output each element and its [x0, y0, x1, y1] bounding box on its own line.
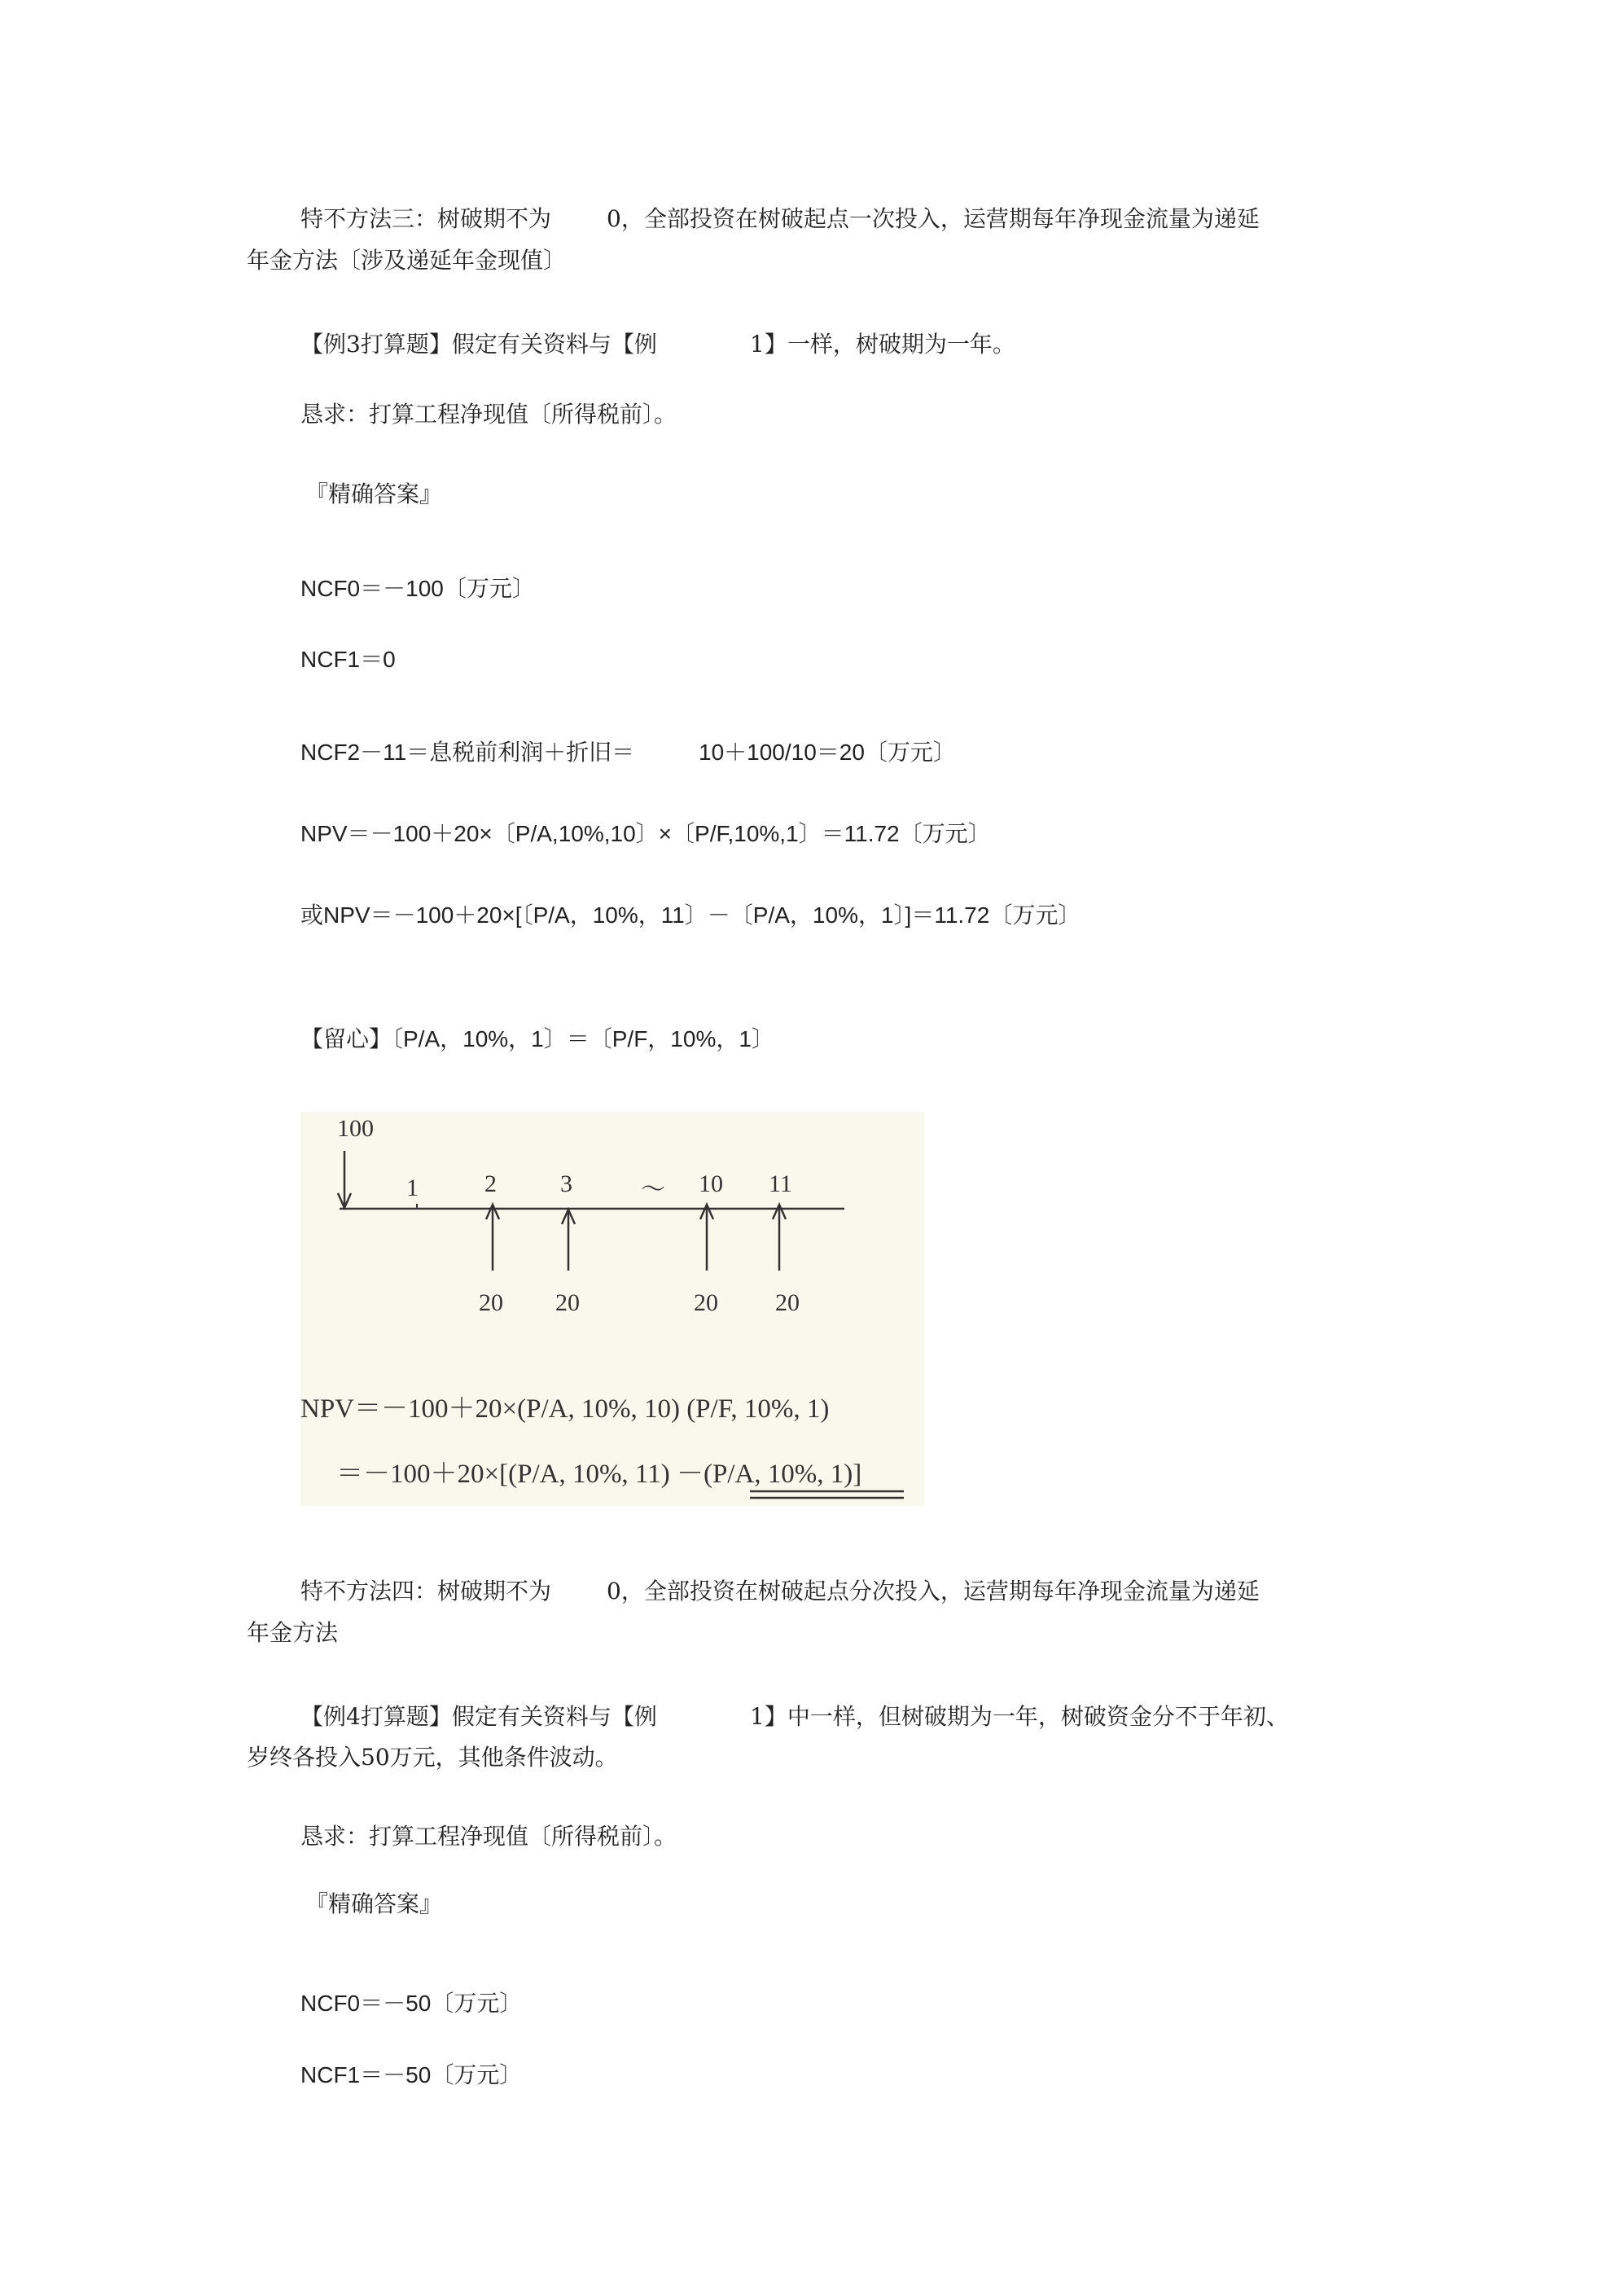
period-label-2: 2 [484, 1170, 497, 1197]
figure-equation-line1: NPV＝－100＋20×(P/A, 10%, 10) (P/F, 10%, 1) [300, 1394, 830, 1424]
example4-heading-cont: 1】中一样，但树破期为一年，树破资金分不于年初、 [750, 1703, 1289, 1730]
method3-line2-text: 年金方法〔涉及递延年金现值〕 [247, 247, 567, 274]
example3-heading-cont: 1】一样，树破期为一年。 [750, 331, 1015, 358]
example4-heading: 【例4打算题】假定有关资料与【例 [300, 1703, 657, 1730]
ncf1-equation-a: NCF1＝0 [300, 647, 396, 672]
ncf0-equation-b: NCF0＝－50〔万元〕 [300, 1991, 523, 2016]
period-label-10: 10 [699, 1170, 723, 1197]
ncf2-11-equation-cont: 10＋100/10＝20〔万元〕 [699, 740, 956, 765]
example3-heading: 【例3打算题】假定有关资料与【例 [300, 331, 657, 358]
period-label-11: 11 [769, 1170, 792, 1197]
figure-equation-line2-part3: ] [853, 1460, 862, 1489]
inflow-label-11: 20 [775, 1289, 800, 1316]
ncf1-equation-b: NCF1＝－50〔万元〕 [300, 2062, 523, 2087]
inflow-label-2: 20 [479, 1289, 503, 1316]
period-label-1: 1 [406, 1174, 419, 1201]
ncf0-equation-a: NCF0＝－100〔万元〕 [300, 576, 535, 601]
answer-label-1: 『精确答案』 [305, 481, 443, 507]
cash-flow-diagram [300, 1112, 924, 1506]
inflow-label-3: 20 [555, 1289, 580, 1316]
ncf2-11-equation: NCF2－11＝息税前利润＋折旧＝ [300, 740, 635, 765]
method3-line1-text-cont: 0，全部投资在树破起点一次投入，运营期每年净现金流量为递延 [607, 205, 1260, 232]
outflow-label: 100 [337, 1115, 374, 1142]
figure-equation-line2 [336, 1460, 861, 1489]
method3-line1-text: 特不方法三：树破期不为 [300, 205, 552, 232]
example3-requirement: 恳求：打算工程净现值〔所得税前〕。 [300, 401, 677, 428]
answer-label-2: 『精确答案』 [305, 1890, 443, 1917]
cash-flow-figure [300, 1112, 924, 1506]
npv-equation-2: 或NPV＝－100＋20×[〔P/A，10%，11〕－〔P/A，10%，1〕]＝11.72〔万元〕 [300, 902, 1081, 928]
method4-line2-text: 年金方法 [247, 1619, 339, 1646]
example4-line2: 岁终各投入50万元，其他条件波动。 [247, 1744, 618, 1771]
method4-line1-text-cont: 0，全部投资在树破起点分次投入，运营期每年净现金流量为递延 [607, 1578, 1260, 1605]
example4-requirement: 恳求：打算工程净现值〔所得税前〕。 [300, 1823, 677, 1850]
ellipsis-label: ～ [641, 1176, 665, 1203]
inflow-label-10: 20 [694, 1289, 718, 1316]
period-label-3: 3 [560, 1170, 572, 1197]
method4-line1-text: 特不方法四：树破期不为 [300, 1578, 552, 1605]
npv-equation-1: NPV＝－100＋20×〔P/A,10%,10〕×〔P/F,10%,1〕＝11.72〔万元〕 [300, 821, 991, 846]
note-text: 【留心】〔P/A，10%，1〕＝〔P/F，10%，1〕 [300, 1026, 774, 1051]
figure-equation-line2-underlined: (P/A, 10%, 1) [703, 1460, 853, 1489]
figure-equation-line2-part1: ＝－100＋20×[(P/A, 10%, 11) － [336, 1460, 704, 1489]
